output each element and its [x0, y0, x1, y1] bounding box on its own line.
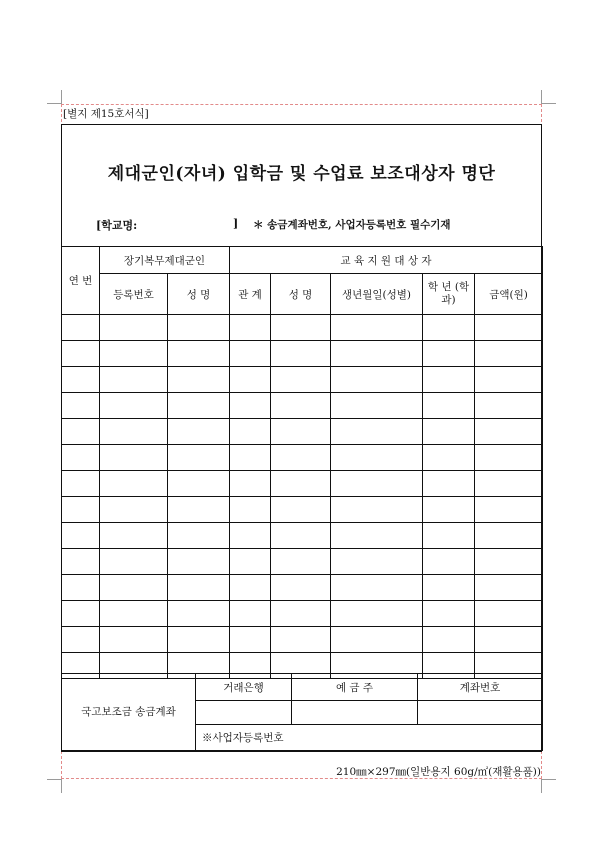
paper-spec-footer: 210㎜×297㎜(일반용지 60g/㎡(재활용품)): [336, 766, 541, 778]
registration-no-cell[interactable]: [100, 315, 168, 341]
grade-cell[interactable]: [423, 497, 475, 523]
amount-cell[interactable]: [475, 575, 543, 601]
beneficiary-name-cell[interactable]: [271, 445, 331, 471]
beneficiary-name-cell[interactable]: [271, 627, 331, 653]
serial-cell[interactable]: [62, 497, 100, 523]
relation-cell[interactable]: [230, 549, 271, 575]
crop-mark-top-left: [61, 90, 62, 104]
col-birthdate: 생년월일(성별): [331, 274, 423, 315]
col-grade: 학 년 (학과): [423, 274, 475, 315]
veteran-name-cell[interactable]: [168, 367, 230, 393]
bank-account-label: 국고보조금 송금계좌: [62, 674, 196, 751]
veteran-name-cell[interactable]: [168, 419, 230, 445]
beneficiary-name-cell[interactable]: [271, 367, 331, 393]
table-row: [62, 367, 543, 393]
beneficiary-name-cell[interactable]: [271, 523, 331, 549]
veteran-name-cell[interactable]: [168, 393, 230, 419]
veteran-name-cell[interactable]: [168, 341, 230, 367]
required-fields-notice: ＊ 송금계좌번호, 사업자등록번호 필수기재: [253, 219, 451, 231]
registration-no-cell[interactable]: [100, 575, 168, 601]
veteran-name-cell[interactable]: [168, 575, 230, 601]
col-registration-no: 등록번호: [100, 274, 168, 315]
grade-cell[interactable]: [423, 419, 475, 445]
table-row: [62, 315, 543, 341]
relation-cell[interactable]: [230, 627, 271, 653]
beneficiary-name-cell[interactable]: [271, 471, 331, 497]
amount-cell[interactable]: [475, 393, 543, 419]
relation-cell[interactable]: [230, 315, 271, 341]
table-row: [62, 445, 543, 471]
grade-cell[interactable]: [423, 575, 475, 601]
registration-no-cell[interactable]: [100, 341, 168, 367]
bank-name-field[interactable]: [196, 701, 292, 725]
grade-cell[interactable]: [423, 523, 475, 549]
birthdate-cell[interactable]: [331, 341, 423, 367]
birthdate-cell[interactable]: [331, 471, 423, 497]
birthdate-cell[interactable]: [331, 627, 423, 653]
crop-mark-bottom-right: [542, 779, 556, 780]
registration-no-cell[interactable]: [100, 419, 168, 445]
header-row-1: [62, 247, 543, 274]
amount-cell[interactable]: [475, 471, 543, 497]
beneficiary-name-cell[interactable]: [271, 341, 331, 367]
relation-cell[interactable]: [230, 497, 271, 523]
birthdate-cell[interactable]: [331, 601, 423, 627]
veteran-name-cell[interactable]: [168, 523, 230, 549]
col-beneficiary-name: 성 명: [271, 274, 331, 315]
beneficiary-name-cell[interactable]: [271, 393, 331, 419]
table-row: [62, 419, 543, 445]
school-name-label: [학교명:: [96, 219, 138, 232]
serial-cell[interactable]: [62, 601, 100, 627]
registration-no-cell[interactable]: [100, 393, 168, 419]
depositor-header: 예 금 주: [292, 674, 418, 701]
birthdate-cell[interactable]: [331, 419, 423, 445]
amount-cell[interactable]: [475, 419, 543, 445]
amount-cell[interactable]: [475, 315, 543, 341]
relation-cell[interactable]: [230, 575, 271, 601]
crop-mark-top-right: [542, 103, 556, 104]
veteran-name-cell[interactable]: [168, 471, 230, 497]
relation-cell[interactable]: [230, 445, 271, 471]
relation-cell[interactable]: [230, 601, 271, 627]
account-number-header: 계좌번호: [418, 674, 543, 701]
table-row: [62, 471, 543, 497]
serial-cell[interactable]: [62, 393, 100, 419]
table-row: [62, 575, 543, 601]
amount-cell[interactable]: [475, 549, 543, 575]
beneficiary-name-cell[interactable]: [271, 549, 331, 575]
amount-cell[interactable]: [475, 523, 543, 549]
amount-cell[interactable]: [475, 341, 543, 367]
beneficiary-group-header: 교 육 지 원 대 상 자: [230, 247, 543, 274]
grade-cell[interactable]: [423, 367, 475, 393]
registration-no-cell[interactable]: [100, 523, 168, 549]
relation-cell[interactable]: [230, 393, 271, 419]
amount-cell[interactable]: [475, 445, 543, 471]
grade-cell[interactable]: [423, 601, 475, 627]
registration-no-cell[interactable]: [100, 471, 168, 497]
veteran-name-cell[interactable]: [168, 627, 230, 653]
crop-mark-top-left: [47, 103, 61, 104]
veteran-name-cell[interactable]: [168, 497, 230, 523]
grade-cell[interactable]: [423, 315, 475, 341]
grade-cell[interactable]: [423, 549, 475, 575]
serial-cell[interactable]: [62, 445, 100, 471]
crop-mark-top-right: [541, 90, 542, 104]
serial-cell[interactable]: [62, 419, 100, 445]
birthdate-cell[interactable]: [331, 445, 423, 471]
relation-cell[interactable]: [230, 471, 271, 497]
grade-cell[interactable]: [423, 341, 475, 367]
birthdate-cell[interactable]: [331, 367, 423, 393]
registration-no-cell[interactable]: [100, 497, 168, 523]
registration-no-cell[interactable]: [100, 601, 168, 627]
amount-cell[interactable]: [475, 627, 543, 653]
table-row: [62, 601, 543, 627]
birthdate-cell[interactable]: [331, 497, 423, 523]
document-title: 제대군인(자녀) 입학금 및 수업료 보조대상자 명단: [107, 164, 496, 184]
relation-cell[interactable]: [230, 367, 271, 393]
registration-no-cell[interactable]: [100, 549, 168, 575]
registration-no-cell[interactable]: [100, 627, 168, 653]
beneficiary-name-cell[interactable]: [271, 575, 331, 601]
amount-cell[interactable]: [475, 497, 543, 523]
birthdate-cell[interactable]: [331, 549, 423, 575]
beneficiary-name-cell[interactable]: [271, 419, 331, 445]
veteran-group-header: 장기복무제대군인: [100, 247, 230, 274]
table-row: [62, 627, 543, 653]
table-row: [62, 497, 543, 523]
grade-cell[interactable]: [423, 471, 475, 497]
serial-cell[interactable]: [62, 549, 100, 575]
relation-cell[interactable]: [230, 523, 271, 549]
bank-name-header: 거래은행: [196, 674, 292, 701]
veteran-name-cell[interactable]: [168, 445, 230, 471]
serial-cell[interactable]: [62, 627, 100, 653]
birthdate-cell[interactable]: [331, 393, 423, 419]
registration-no-cell[interactable]: [100, 367, 168, 393]
serial-header: 연 번: [62, 247, 100, 315]
serial-cell[interactable]: [62, 341, 100, 367]
school-name-bracket: ]: [233, 217, 239, 230]
amount-cell[interactable]: [475, 601, 543, 627]
col-amount: 금액(원): [475, 274, 543, 315]
beneficiary-name-cell[interactable]: [271, 315, 331, 341]
table-row: [62, 393, 543, 419]
birthdate-cell[interactable]: [331, 575, 423, 601]
serial-cell[interactable]: [62, 367, 100, 393]
bank-account-table: [61, 673, 543, 751]
depositor-field[interactable]: [292, 701, 418, 725]
account-number-field[interactable]: [418, 701, 543, 725]
crop-mark-bottom-left: [47, 779, 61, 780]
table-row: [62, 341, 543, 367]
serial-cell[interactable]: [62, 315, 100, 341]
veteran-name-cell[interactable]: [168, 601, 230, 627]
registration-no-cell[interactable]: [100, 445, 168, 471]
serial-cell[interactable]: [62, 575, 100, 601]
serial-cell[interactable]: [62, 523, 100, 549]
beneficiary-name-cell[interactable]: [271, 601, 331, 627]
crop-mark-bottom-left: [61, 779, 62, 793]
birthdate-cell[interactable]: [331, 315, 423, 341]
grade-cell[interactable]: [423, 393, 475, 419]
form-number: [별지 제15호서식]: [63, 108, 149, 120]
grade-cell[interactable]: [423, 627, 475, 653]
col-veteran-name: 성 명: [168, 274, 230, 315]
amount-cell[interactable]: [475, 367, 543, 393]
business-registration-field[interactable]: ※사업자등록번호: [196, 725, 543, 751]
table-row: [62, 549, 543, 575]
grade-cell[interactable]: [423, 445, 475, 471]
serial-cell[interactable]: [62, 471, 100, 497]
crop-mark-bottom-right: [541, 779, 542, 793]
relation-cell[interactable]: [230, 419, 271, 445]
birthdate-cell[interactable]: [331, 523, 423, 549]
recipient-table: [61, 246, 543, 679]
veteran-name-cell[interactable]: [168, 549, 230, 575]
veteran-name-cell[interactable]: [168, 315, 230, 341]
header-row-2: [62, 274, 543, 315]
col-relation: 관 계: [230, 274, 271, 315]
relation-cell[interactable]: [230, 341, 271, 367]
beneficiary-name-cell[interactable]: [271, 497, 331, 523]
table-row: [62, 523, 543, 549]
